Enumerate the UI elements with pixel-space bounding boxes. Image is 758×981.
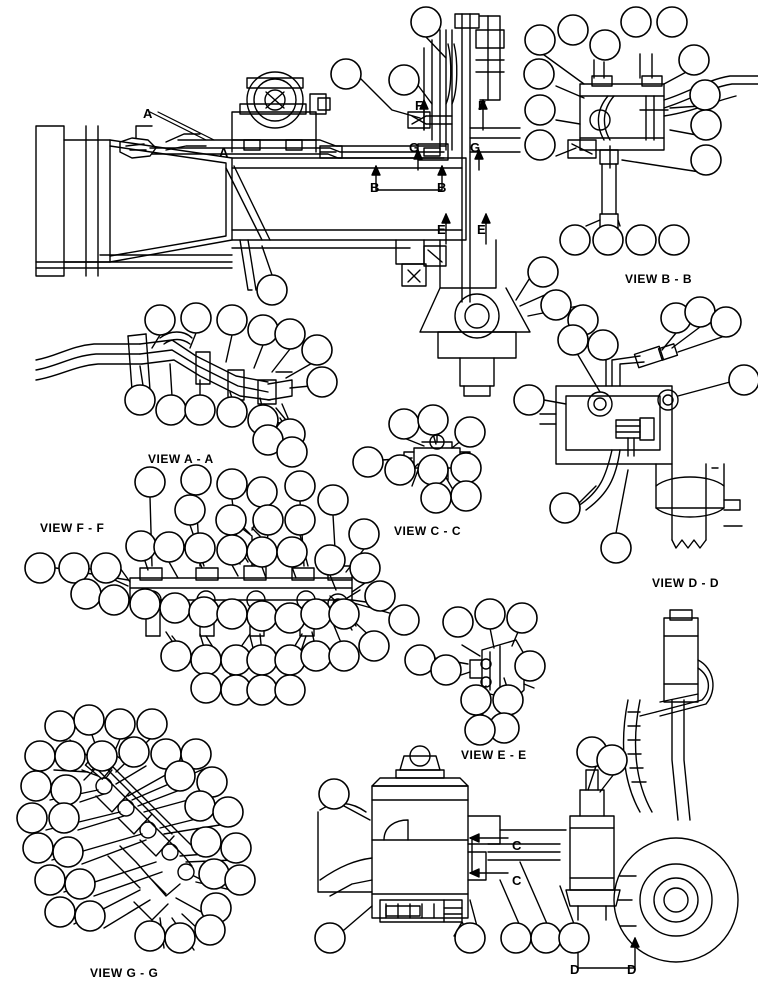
- item-balloon[interactable]: [247, 675, 277, 705]
- item-balloon[interactable]: [558, 15, 588, 45]
- item-balloon[interactable]: [191, 673, 221, 703]
- item-balloon[interactable]: [443, 607, 473, 637]
- mark-section-g-left: G: [409, 140, 420, 155]
- item-balloon[interactable]: [156, 395, 186, 425]
- item-balloon[interactable]: [225, 865, 255, 895]
- item-balloon[interactable]: [189, 597, 219, 627]
- item-balloon[interactable]: [729, 365, 758, 395]
- item-balloon[interactable]: [528, 257, 558, 287]
- item-balloon[interactable]: [25, 741, 55, 771]
- item-balloon[interactable]: [135, 467, 165, 497]
- item-balloon[interactable]: [75, 901, 105, 931]
- item-balloon[interactable]: [329, 641, 359, 671]
- item-balloon[interactable]: [25, 553, 55, 583]
- item-balloon[interactable]: [319, 779, 349, 809]
- item-balloon[interactable]: [302, 335, 332, 365]
- item-balloon[interactable]: [247, 537, 277, 567]
- item-balloon[interactable]: [365, 581, 395, 611]
- item-balloon[interactable]: [74, 705, 104, 735]
- item-balloon[interactable]: [307, 367, 337, 397]
- item-balloon[interactable]: [154, 532, 184, 562]
- item-balloon[interactable]: [465, 715, 495, 745]
- mark-section-b-right: B: [437, 180, 447, 195]
- mark-section-g-right: G: [470, 140, 481, 155]
- item-balloon[interactable]: [216, 505, 246, 535]
- item-balloon[interactable]: [691, 145, 721, 175]
- item-balloon[interactable]: [525, 95, 555, 125]
- item-balloon[interactable]: [247, 645, 277, 675]
- item-balloon[interactable]: [389, 65, 419, 95]
- item-balloon[interactable]: [125, 385, 155, 415]
- item-balloon[interactable]: [248, 315, 278, 345]
- mark-section-d-left: D: [570, 962, 580, 977]
- item-balloon[interactable]: [130, 589, 160, 619]
- mark-section-a-bottom: A: [219, 145, 229, 160]
- item-balloon[interactable]: [275, 645, 305, 675]
- item-balloon[interactable]: [253, 505, 283, 535]
- item-balloon[interactable]: [350, 553, 380, 583]
- item-balloon[interactable]: [161, 641, 191, 671]
- mark-section-e-right: E: [477, 222, 486, 237]
- item-balloon[interactable]: [217, 397, 247, 427]
- item-balloon[interactable]: [17, 803, 47, 833]
- item-balloon[interactable]: [277, 437, 307, 467]
- item-balloon[interactable]: [181, 465, 211, 495]
- item-balloon[interactable]: [35, 865, 65, 895]
- item-balloon[interactable]: [455, 417, 485, 447]
- item-balloon[interactable]: [119, 737, 149, 767]
- item-balloon[interactable]: [165, 761, 195, 791]
- item-balloon[interactable]: [550, 493, 580, 523]
- item-balloon[interactable]: [185, 395, 215, 425]
- item-balloon[interactable]: [353, 447, 383, 477]
- item-balloon[interactable]: [105, 709, 135, 739]
- item-balloon[interactable]: [690, 80, 720, 110]
- item-balloon[interactable]: [601, 533, 631, 563]
- item-balloon[interactable]: [191, 827, 221, 857]
- item-balloon[interactable]: [455, 923, 485, 953]
- item-balloon[interactable]: [217, 535, 247, 565]
- item-balloon[interactable]: [185, 791, 215, 821]
- mark-section-d-right: D: [627, 962, 637, 977]
- mark-section-f-left: F: [415, 98, 423, 113]
- item-balloon[interactable]: [23, 833, 53, 863]
- item-balloon[interactable]: [507, 603, 537, 633]
- item-balloon[interactable]: [315, 545, 345, 575]
- caption-view-e-e: VIEW E - E: [461, 748, 527, 762]
- item-balloon[interactable]: [531, 923, 561, 953]
- item-balloon[interactable]: [221, 833, 251, 863]
- item-balloon[interactable]: [679, 45, 709, 75]
- item-balloon[interactable]: [217, 469, 247, 499]
- mark-section-e-left: E: [437, 222, 446, 237]
- caption-view-b-b: VIEW B - B: [625, 272, 692, 286]
- caption-view-d-d: VIEW D - D: [652, 576, 719, 590]
- item-balloon[interactable]: [329, 599, 359, 629]
- mark-section-b-left: B: [370, 180, 380, 195]
- caption-view-g-g: VIEW G - G: [90, 966, 159, 980]
- item-balloon[interactable]: [217, 305, 247, 335]
- item-balloon[interactable]: [541, 290, 571, 320]
- item-balloon[interactable]: [275, 675, 305, 705]
- item-balloon[interactable]: [659, 225, 689, 255]
- item-balloon[interactable]: [411, 7, 441, 37]
- item-balloon[interactable]: [213, 797, 243, 827]
- item-balloon[interactable]: [451, 453, 481, 483]
- item-balloon[interactable]: [559, 923, 589, 953]
- item-balloon[interactable]: [711, 307, 741, 337]
- item-balloon[interactable]: [21, 771, 51, 801]
- item-balloon[interactable]: [160, 593, 190, 623]
- item-balloon[interactable]: [593, 225, 623, 255]
- item-balloon[interactable]: [418, 405, 448, 435]
- item-balloon[interactable]: [318, 485, 348, 515]
- item-balloon[interactable]: [514, 385, 544, 415]
- item-balloon[interactable]: [493, 685, 523, 715]
- item-balloon[interactable]: [691, 110, 721, 140]
- item-balloon[interactable]: [501, 923, 531, 953]
- item-balloon[interactable]: [51, 775, 81, 805]
- item-balloon[interactable]: [389, 605, 419, 635]
- item-balloon[interactable]: [199, 859, 229, 889]
- item-balloon[interactable]: [49, 803, 79, 833]
- item-balloon[interactable]: [359, 631, 389, 661]
- item-balloon[interactable]: [560, 225, 590, 255]
- item-balloon[interactable]: [558, 325, 588, 355]
- item-balloon[interactable]: [515, 651, 545, 681]
- item-balloon[interactable]: [217, 599, 247, 629]
- item-balloon[interactable]: [475, 599, 505, 629]
- item-balloon[interactable]: [524, 59, 554, 89]
- item-balloon[interactable]: [247, 601, 277, 631]
- item-balloon[interactable]: [137, 709, 167, 739]
- item-balloon[interactable]: [657, 7, 687, 37]
- item-balloon[interactable]: [285, 471, 315, 501]
- item-balloon[interactable]: [285, 505, 315, 535]
- item-balloon[interactable]: [195, 915, 225, 945]
- item-balloon[interactable]: [590, 30, 620, 60]
- item-balloon[interactable]: [315, 923, 345, 953]
- item-balloon[interactable]: [55, 741, 85, 771]
- item-balloon[interactable]: [181, 303, 211, 333]
- item-balloon[interactable]: [87, 741, 117, 771]
- item-balloon[interactable]: [53, 837, 83, 867]
- item-balloon[interactable]: [175, 495, 205, 525]
- item-balloon[interactable]: [451, 481, 481, 511]
- caption-view-c-c: VIEW C - C: [394, 524, 461, 538]
- item-balloon[interactable]: [257, 275, 287, 305]
- item-balloon[interactable]: [301, 641, 331, 671]
- item-balloon[interactable]: [65, 869, 95, 899]
- item-balloon[interactable]: [191, 645, 221, 675]
- item-balloon[interactable]: [621, 7, 651, 37]
- item-balloon[interactable]: [331, 59, 361, 89]
- item-balloon[interactable]: [99, 585, 129, 615]
- item-balloon[interactable]: [45, 897, 75, 927]
- item-balloon[interactable]: [385, 455, 415, 485]
- item-balloon[interactable]: [431, 655, 461, 685]
- item-balloon[interactable]: [301, 599, 331, 629]
- mark-section-f-right: F: [478, 98, 486, 113]
- item-balloon[interactable]: [135, 921, 165, 951]
- item-balloon[interactable]: [525, 130, 555, 160]
- caption-view-f-f: VIEW F - F: [40, 521, 105, 535]
- mark-section-c-lower: C: [512, 873, 522, 888]
- item-balloon[interactable]: [389, 409, 419, 439]
- mark-section-a-top: A: [143, 106, 153, 121]
- item-balloon[interactable]: [597, 745, 627, 775]
- item-balloon[interactable]: [588, 330, 618, 360]
- item-balloon[interactable]: [165, 923, 195, 953]
- item-balloon[interactable]: [185, 533, 215, 563]
- item-balloon[interactable]: [45, 711, 75, 741]
- item-balloon[interactable]: [418, 455, 448, 485]
- item-balloon[interactable]: [145, 305, 175, 335]
- item-balloon[interactable]: [421, 483, 451, 513]
- item-balloon[interactable]: [626, 225, 656, 255]
- item-balloon[interactable]: [247, 477, 277, 507]
- item-balloon[interactable]: [277, 537, 307, 567]
- item-balloon[interactable]: [126, 531, 156, 561]
- item-balloon[interactable]: [461, 685, 491, 715]
- item-balloon[interactable]: [275, 319, 305, 349]
- item-balloon[interactable]: [91, 553, 121, 583]
- mark-section-c-upper: C: [512, 838, 522, 853]
- item-balloon[interactable]: [525, 25, 555, 55]
- item-balloon[interactable]: [71, 579, 101, 609]
- item-balloon[interactable]: [275, 603, 305, 633]
- caption-view-a-a: VIEW A - A: [148, 452, 214, 466]
- item-balloon[interactable]: [349, 519, 379, 549]
